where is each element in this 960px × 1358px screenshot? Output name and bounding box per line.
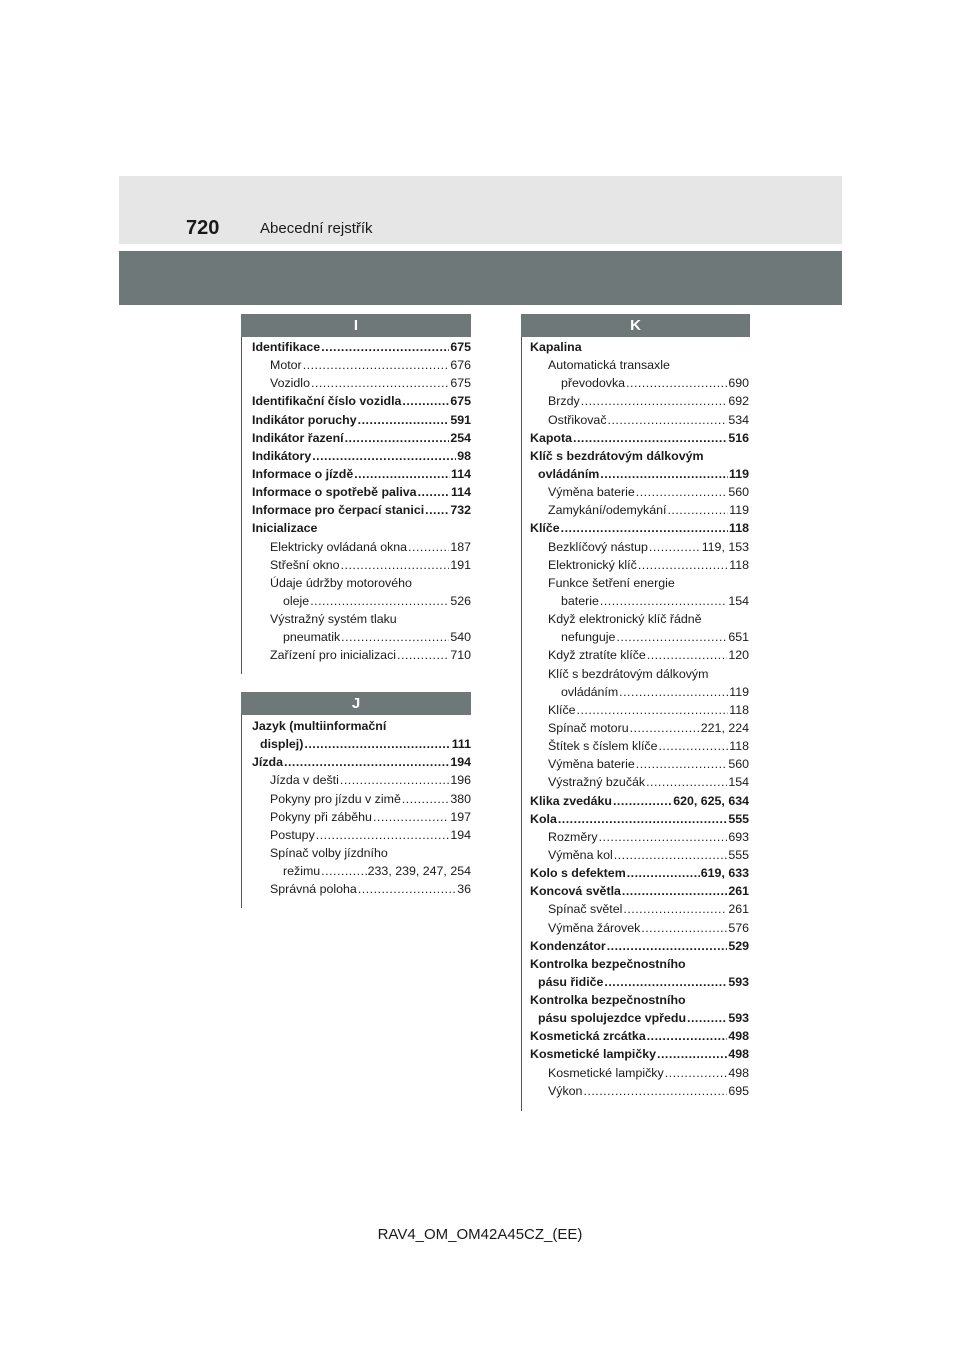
index-entry — [252, 392, 471, 410]
leader-dots — [402, 392, 449, 410]
entry-page[interactable]: 593 — [728, 1011, 749, 1026]
page-title: Abecední rejstřík — [260, 220, 373, 237]
entry-label: Elektronický klíč — [548, 557, 637, 572]
entry-page[interactable]: 540 — [450, 630, 471, 645]
index-entry — [530, 392, 749, 410]
entry-page[interactable]: 619, 633 — [700, 866, 749, 881]
index-entry — [530, 556, 749, 574]
entry-page[interactable]: 194 — [450, 827, 471, 842]
entry-page[interactable]: 197 — [450, 809, 471, 824]
entry-label: Spínač volby jízdního — [270, 845, 388, 860]
entry-label: Klíč s bezdrátovým dálkovým — [548, 666, 709, 681]
header-bar — [119, 176, 842, 244]
entry-label: Brzdy — [548, 394, 580, 409]
entry-page[interactable]: 676 — [450, 358, 471, 373]
entry-label: Štítek s číslem klíče — [548, 739, 658, 754]
entry-page[interactable]: 187 — [450, 539, 471, 554]
entry-label: Kapota — [530, 430, 572, 445]
entry-label: Jízda — [252, 755, 283, 770]
index-entry — [530, 501, 749, 519]
entry-label: Výměna kol — [548, 847, 613, 862]
index-entry — [530, 955, 749, 973]
entry-page[interactable]: 196 — [450, 773, 471, 788]
leader-dots — [627, 864, 700, 882]
entry-label: Kondenzátor — [530, 938, 606, 953]
entry-label: Spínač motoru — [548, 720, 629, 735]
index-entry — [530, 846, 749, 864]
index-entry — [530, 737, 749, 755]
index-entry — [530, 429, 749, 447]
index-entry — [252, 790, 471, 808]
index-entry — [530, 882, 749, 900]
index-entry — [252, 374, 471, 392]
entry-page[interactable]: 498 — [728, 1047, 749, 1062]
leader-dots — [613, 792, 672, 810]
entry-label: Když ztratíte klíče — [548, 648, 646, 663]
index-entry — [530, 483, 749, 501]
index-entry — [252, 338, 471, 356]
column-rule-j — [241, 715, 242, 908]
entry-label: Údaje údržby motorového — [270, 575, 412, 590]
index-entry — [252, 574, 471, 592]
entry-page[interactable]: 36 — [457, 882, 471, 897]
entry-label: Kosmetická zrcátka — [530, 1029, 646, 1044]
entry-label: Rozměry — [548, 829, 598, 844]
entry-label: Kontrolka bezpečnostního — [530, 993, 686, 1008]
leader-dots — [284, 753, 449, 771]
index-entry — [530, 574, 749, 592]
entry-label: Výstražný bzučák — [548, 775, 646, 790]
leader-dots — [310, 592, 449, 610]
leader-dots — [636, 755, 728, 773]
entry-label: Správná poloha — [270, 882, 357, 897]
leader-dots — [641, 919, 727, 937]
leader-dots — [647, 646, 728, 664]
entry-label: režimu — [283, 864, 321, 879]
entry-label: Identifikační číslo vozidla — [252, 394, 402, 409]
entry-page[interactable]: 114 — [451, 485, 471, 500]
leader-dots — [581, 392, 728, 410]
entry-label: Klíče — [530, 521, 560, 536]
leader-dots — [658, 737, 728, 755]
entry-page[interactable]: 119 — [729, 684, 749, 699]
entry-page[interactable]: 651 — [728, 630, 749, 645]
leader-dots — [341, 556, 450, 574]
index-entry — [530, 356, 749, 374]
index-entry — [252, 735, 471, 753]
entry-page[interactable]: 119 — [729, 503, 749, 518]
leader-dots — [630, 719, 700, 737]
index-entry — [530, 701, 749, 719]
index-entry — [530, 755, 749, 773]
entry-label: Střešní okno — [270, 557, 340, 572]
entry-page[interactable]: 693 — [728, 829, 749, 844]
leader-dots — [373, 808, 449, 826]
entry-page[interactable]: 560 — [728, 757, 749, 772]
index-entry — [252, 592, 471, 610]
letter-heading-k: K — [521, 314, 750, 337]
entry-page[interactable]: 591 — [450, 412, 471, 427]
index-entry — [252, 753, 471, 771]
entry-page[interactable]: 498 — [728, 1029, 749, 1044]
entry-label: Informace o jízdě — [252, 466, 354, 481]
index-entry — [530, 973, 749, 991]
entry-label: nefunguje — [561, 630, 616, 645]
entry-page[interactable]: 692 — [728, 394, 749, 409]
entry-label: Automatická transaxle — [548, 358, 670, 373]
leader-dots — [354, 465, 450, 483]
entry-page[interactable]: 233, 239, 247, 254 — [367, 864, 471, 879]
entry-label: Klíče — [548, 702, 576, 717]
entry-page[interactable]: 498 — [728, 1065, 749, 1080]
document-code: RAV4_OM_OM42A45CZ_(EE) — [377, 1226, 583, 1243]
index-entry — [530, 1009, 749, 1027]
letter-heading-i: I — [241, 314, 471, 337]
index-entry — [530, 447, 749, 465]
leader-dots — [408, 538, 449, 556]
entry-label: Spínač světel — [548, 902, 623, 917]
entry-label: Jízda v dešti — [270, 773, 339, 788]
index-entry — [530, 900, 749, 918]
leader-dots — [345, 429, 450, 447]
entry-page[interactable]: 526 — [450, 593, 471, 608]
index-entry — [530, 592, 749, 610]
index-entry — [530, 538, 749, 556]
entry-page[interactable]: 118 — [729, 557, 749, 572]
entry-label: ovládáním — [538, 466, 600, 481]
index-entry — [252, 519, 471, 537]
leader-dots — [340, 771, 449, 789]
entry-page[interactable]: 380 — [450, 791, 471, 806]
leader-dots — [646, 773, 727, 791]
entry-page[interactable]: 154 — [728, 593, 749, 608]
leader-dots — [358, 880, 456, 898]
leader-dots — [577, 701, 729, 719]
index-entry — [252, 447, 471, 465]
entry-label: Zařízení pro inicializaci — [270, 648, 397, 663]
leader-dots — [321, 862, 366, 880]
index-entry — [530, 338, 749, 356]
index-entry — [530, 1082, 749, 1100]
index-entry — [530, 610, 749, 628]
leader-dots — [657, 1045, 727, 1063]
index-entry — [252, 717, 471, 735]
index-entry — [252, 826, 471, 844]
entry-label: Indikátor poruchy — [252, 412, 357, 427]
entry-label: Pokyny při záběhu — [270, 809, 372, 824]
leader-dots — [341, 628, 449, 646]
index-entry — [252, 356, 471, 374]
index-entry — [530, 828, 749, 846]
index-entry — [530, 1045, 749, 1063]
entry-label: Klíč s bezdrátovým dálkovým — [530, 448, 704, 463]
entry-page[interactable]: 119, 153 — [701, 539, 749, 554]
index-entry — [530, 1027, 749, 1045]
entry-page[interactable]: 221, 224 — [700, 720, 749, 735]
index-entry — [252, 538, 471, 556]
entry-page[interactable]: 710 — [450, 648, 471, 663]
index-entry — [252, 411, 471, 429]
entry-label: Výkon — [548, 1083, 583, 1098]
entry-page[interactable]: 675 — [450, 340, 471, 354]
entry-label: Koncová světla — [530, 884, 621, 899]
index-entry — [252, 862, 471, 880]
leader-dots — [607, 937, 728, 955]
leader-dots — [687, 1009, 727, 1027]
entry-label: Pokyny pro jízdu v zimě — [270, 791, 401, 806]
leader-dots — [614, 846, 728, 864]
leader-dots — [583, 1082, 727, 1100]
entry-label: baterie — [561, 593, 599, 608]
index-entry — [252, 628, 471, 646]
letter-heading-j: J — [241, 692, 471, 715]
entry-label: Ostřikovač — [548, 412, 607, 427]
entry-page[interactable]: 560 — [728, 485, 749, 500]
leader-dots — [626, 374, 727, 392]
entry-page[interactable]: 119 — [729, 466, 749, 481]
entry-page[interactable]: 111 — [451, 737, 471, 752]
index-entry — [530, 792, 749, 810]
index-entry — [252, 429, 471, 447]
leader-dots — [622, 882, 727, 900]
entry-label: pásu spolujezdce vpředu — [538, 1011, 687, 1026]
index-entry — [252, 610, 471, 628]
index-entry — [530, 465, 749, 483]
entry-label: Kontrolka bezpečnostního — [530, 956, 686, 971]
entry-page[interactable]: 516 — [728, 430, 749, 445]
leader-dots — [316, 826, 450, 844]
entry-label: Výstražný systém tlaku — [270, 612, 397, 627]
entry-page[interactable]: 555 — [728, 847, 749, 862]
leader-dots — [558, 810, 727, 828]
entry-label: Informace pro čerpací stanici — [252, 503, 425, 518]
leader-dots — [604, 973, 727, 991]
leader-dots — [649, 538, 701, 556]
entry-label: Vozidlo — [270, 376, 310, 391]
index-entry — [252, 771, 471, 789]
index-entry — [252, 880, 471, 898]
entry-label: Klika zvedáku — [530, 793, 612, 808]
entry-label: Identifikace — [252, 340, 321, 354]
entry-page[interactable]: 118 — [729, 739, 749, 754]
leader-dots — [402, 790, 449, 808]
entry-page[interactable]: 675 — [450, 376, 471, 391]
entry-label: Indikátory — [252, 448, 312, 463]
leader-dots — [561, 519, 728, 537]
index-entry — [530, 646, 749, 664]
entry-label: Motor — [270, 358, 302, 373]
leader-dots — [600, 592, 727, 610]
entry-label: displej) — [260, 737, 304, 752]
entry-label: pneumatik — [283, 630, 341, 645]
index-entry — [530, 683, 749, 701]
column-rule-i — [241, 337, 242, 674]
leader-dots — [599, 828, 728, 846]
entry-label: Informace o spotřebě paliva — [252, 485, 417, 500]
index-entry — [252, 844, 471, 862]
entry-page[interactable]: 114 — [451, 466, 471, 481]
page-number: 720 — [186, 217, 220, 239]
index-entry — [252, 483, 471, 501]
leader-dots — [425, 501, 449, 519]
entry-label: Zamykání/odemykání — [548, 503, 667, 518]
entry-page[interactable]: 576 — [728, 920, 749, 935]
entry-label: Kapalina — [530, 340, 582, 354]
leader-dots — [636, 483, 728, 501]
entry-label: Bezklíčový nástup — [548, 539, 648, 554]
header-band — [119, 251, 842, 305]
leader-dots — [573, 429, 727, 447]
index-entry — [252, 808, 471, 826]
entry-page[interactable]: 98 — [457, 448, 471, 463]
entry-page[interactable]: 529 — [728, 938, 749, 953]
index-entry — [252, 556, 471, 574]
entry-label: převodovka — [561, 376, 626, 391]
index-entry — [530, 665, 749, 683]
entry-page[interactable]: 261 — [728, 884, 749, 899]
entry-label: Postupy — [270, 827, 315, 842]
entry-page[interactable]: 732 — [450, 503, 471, 518]
entry-page[interactable]: 690 — [728, 376, 749, 391]
leader-dots — [665, 1064, 728, 1082]
index-entry — [530, 1064, 749, 1082]
entry-page[interactable]: 534 — [728, 412, 749, 427]
entry-label: oleje — [283, 593, 310, 608]
entry-label: Inicializace — [252, 521, 318, 536]
entry-page[interactable]: 118 — [729, 702, 749, 717]
entry-label: Funkce šetření energie — [548, 575, 675, 590]
index-entry — [252, 501, 471, 519]
leader-dots — [304, 735, 450, 753]
entry-page[interactable]: 120 — [728, 648, 749, 663]
entry-label: Elektricky ovládaná okna — [270, 539, 408, 554]
entry-page[interactable]: 154 — [728, 775, 749, 790]
leader-dots — [303, 356, 450, 374]
entry-page[interactable]: 593 — [728, 974, 749, 989]
entry-label: Jazyk (multiinformační — [252, 719, 387, 733]
entry-label: Výměna baterie — [548, 757, 635, 772]
entry-page[interactable]: 254 — [450, 430, 471, 445]
entry-label: Výměna baterie — [548, 485, 635, 500]
leader-dots — [600, 465, 728, 483]
index-list-j — [252, 717, 471, 898]
leader-dots — [647, 1027, 728, 1045]
index-entry — [252, 465, 471, 483]
entry-page[interactable]: 675 — [450, 394, 471, 409]
index-entry — [530, 719, 749, 737]
index-entry — [530, 628, 749, 646]
entry-page[interactable]: 191 — [450, 557, 471, 572]
index-entry — [252, 646, 471, 664]
index-entry — [530, 937, 749, 955]
index-entry — [530, 864, 749, 882]
entry-page[interactable]: 555 — [728, 811, 749, 826]
leader-dots — [312, 447, 456, 465]
index-entry — [530, 810, 749, 828]
leader-dots — [619, 683, 728, 701]
entry-page[interactable]: 695 — [728, 1083, 749, 1098]
entry-label: Když elektronický klíč řádně — [548, 612, 702, 627]
index-entry — [530, 773, 749, 791]
leader-dots — [667, 501, 728, 519]
index-entry — [530, 919, 749, 937]
entry-page[interactable]: 261 — [728, 902, 749, 917]
entry-page[interactable]: 118 — [729, 521, 749, 536]
entry-label: pásu řidiče — [538, 974, 604, 989]
entry-label: ovládáním — [561, 684, 619, 699]
column-rule-k — [521, 337, 522, 1111]
entry-page[interactable]: 194 — [450, 755, 471, 770]
leader-dots — [358, 411, 450, 429]
entry-label: Kola — [530, 811, 557, 826]
entry-label: Výměna žárovek — [548, 920, 641, 935]
index-entry — [530, 411, 749, 429]
leader-dots — [608, 411, 728, 429]
entry-label: Kosmetické lampičky — [548, 1065, 664, 1080]
entry-label: Indikátor řazení — [252, 430, 344, 445]
entry-page[interactable]: 620, 625, 634 — [673, 793, 749, 808]
index-entry — [530, 991, 749, 1009]
leader-dots — [638, 556, 728, 574]
leader-dots — [418, 483, 450, 501]
entry-label: Kolo s defektem — [530, 866, 626, 881]
entry-label: Kosmetické lampičky — [530, 1047, 657, 1062]
leader-dots — [321, 338, 449, 356]
index-list-i — [252, 338, 471, 665]
index-list-k — [530, 338, 749, 1100]
leader-dots — [616, 628, 727, 646]
index-entry — [530, 374, 749, 392]
leader-dots — [397, 646, 449, 664]
index-entry — [530, 519, 749, 537]
leader-dots — [623, 900, 727, 918]
leader-dots — [311, 374, 449, 392]
